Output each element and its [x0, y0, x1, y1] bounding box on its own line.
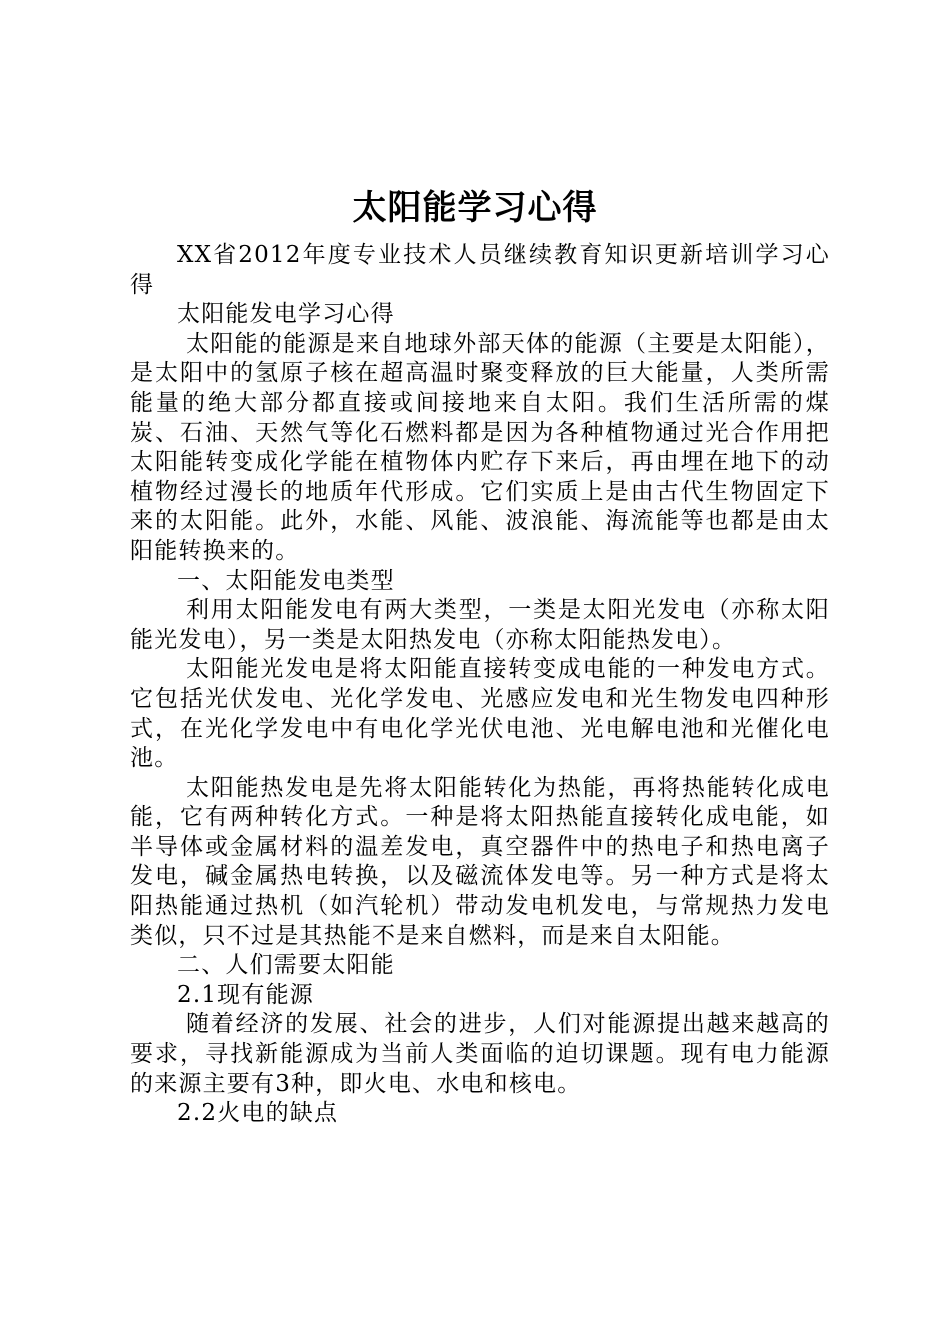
body-paragraph: 随着经济的发展、社会的进步，人们对能源提出越来越高的要求，寻找新能源成为当前人类面临的迫切课题。现有电力能源的来源主要有3种，即火电、水电和核电。 — [130, 1011, 830, 1097]
body-paragraph: 太阳能热发电是先将太阳能转化为热能，再将热能转化成电能，它有两种转化方式。一种是将太阳热能直接转化成电能，如半导体或金属材料的温差发电，真空器件中的热电子和热电离子发电，碱金属热电转换，以及磁流体发电等。另一种方式是将太阳热能通过热机（如汽轮机）带动发电机发电，与常规热力发电类似，只不过是其热能不是来自燃料，而是来自太阳能。 — [130, 774, 830, 949]
body-paragraph: 太阳能的能源是来自地球外部天体的能源（主要是太阳能），是太阳中的氢原子核在超高温时聚变释放的巨大能量，人类所需能量的绝大部分都直接或间接地来自太阳。我们生活所需的煤炭、石油、天然气等化石燃料都是因为各种植物通过光合作用把太阳能转变成化学能在植物体内贮存下来后，再由埋在地下的动植物经过漫长的地质年代形成。它们实质上是由古代生物固定下来的太阳能。此外，水能、风能、波浪能、海流能等也都是由太阳能转换来的。 — [130, 330, 830, 564]
section-heading: 一、太阳能发电类型 — [177, 567, 395, 594]
subsection-heading: 2.2火电的缺点 — [177, 1100, 339, 1127]
subsection-heading: 2.1现有能源 — [177, 981, 314, 1008]
document-title: 太阳能学习心得 — [352, 188, 598, 228]
section-heading: 二、人们需要太阳能 — [177, 952, 395, 979]
body-paragraph: 太阳能光发电是将太阳能直接转变成电能的一种发电方式。它包括光伏发电、光化学发电、光感应发电和光生物发电四种形式，在光化学发电中有电化学光伏电池、光电解电池和光催化电池。 — [130, 656, 830, 772]
subtitle-paragraph: 太阳能发电学习心得 — [177, 301, 395, 328]
document-body — [130, 241, 830, 1129]
body-paragraph: 利用太阳能发电有两大类型，一类是太阳光发电（亦称太阳能光发电），另一类是太阳热发电（亦称太阳能热发电）。 — [130, 597, 830, 653]
intro-paragraph: XX省2012年度专业技术人员继续教育知识更新培训学习心得 — [130, 242, 830, 298]
